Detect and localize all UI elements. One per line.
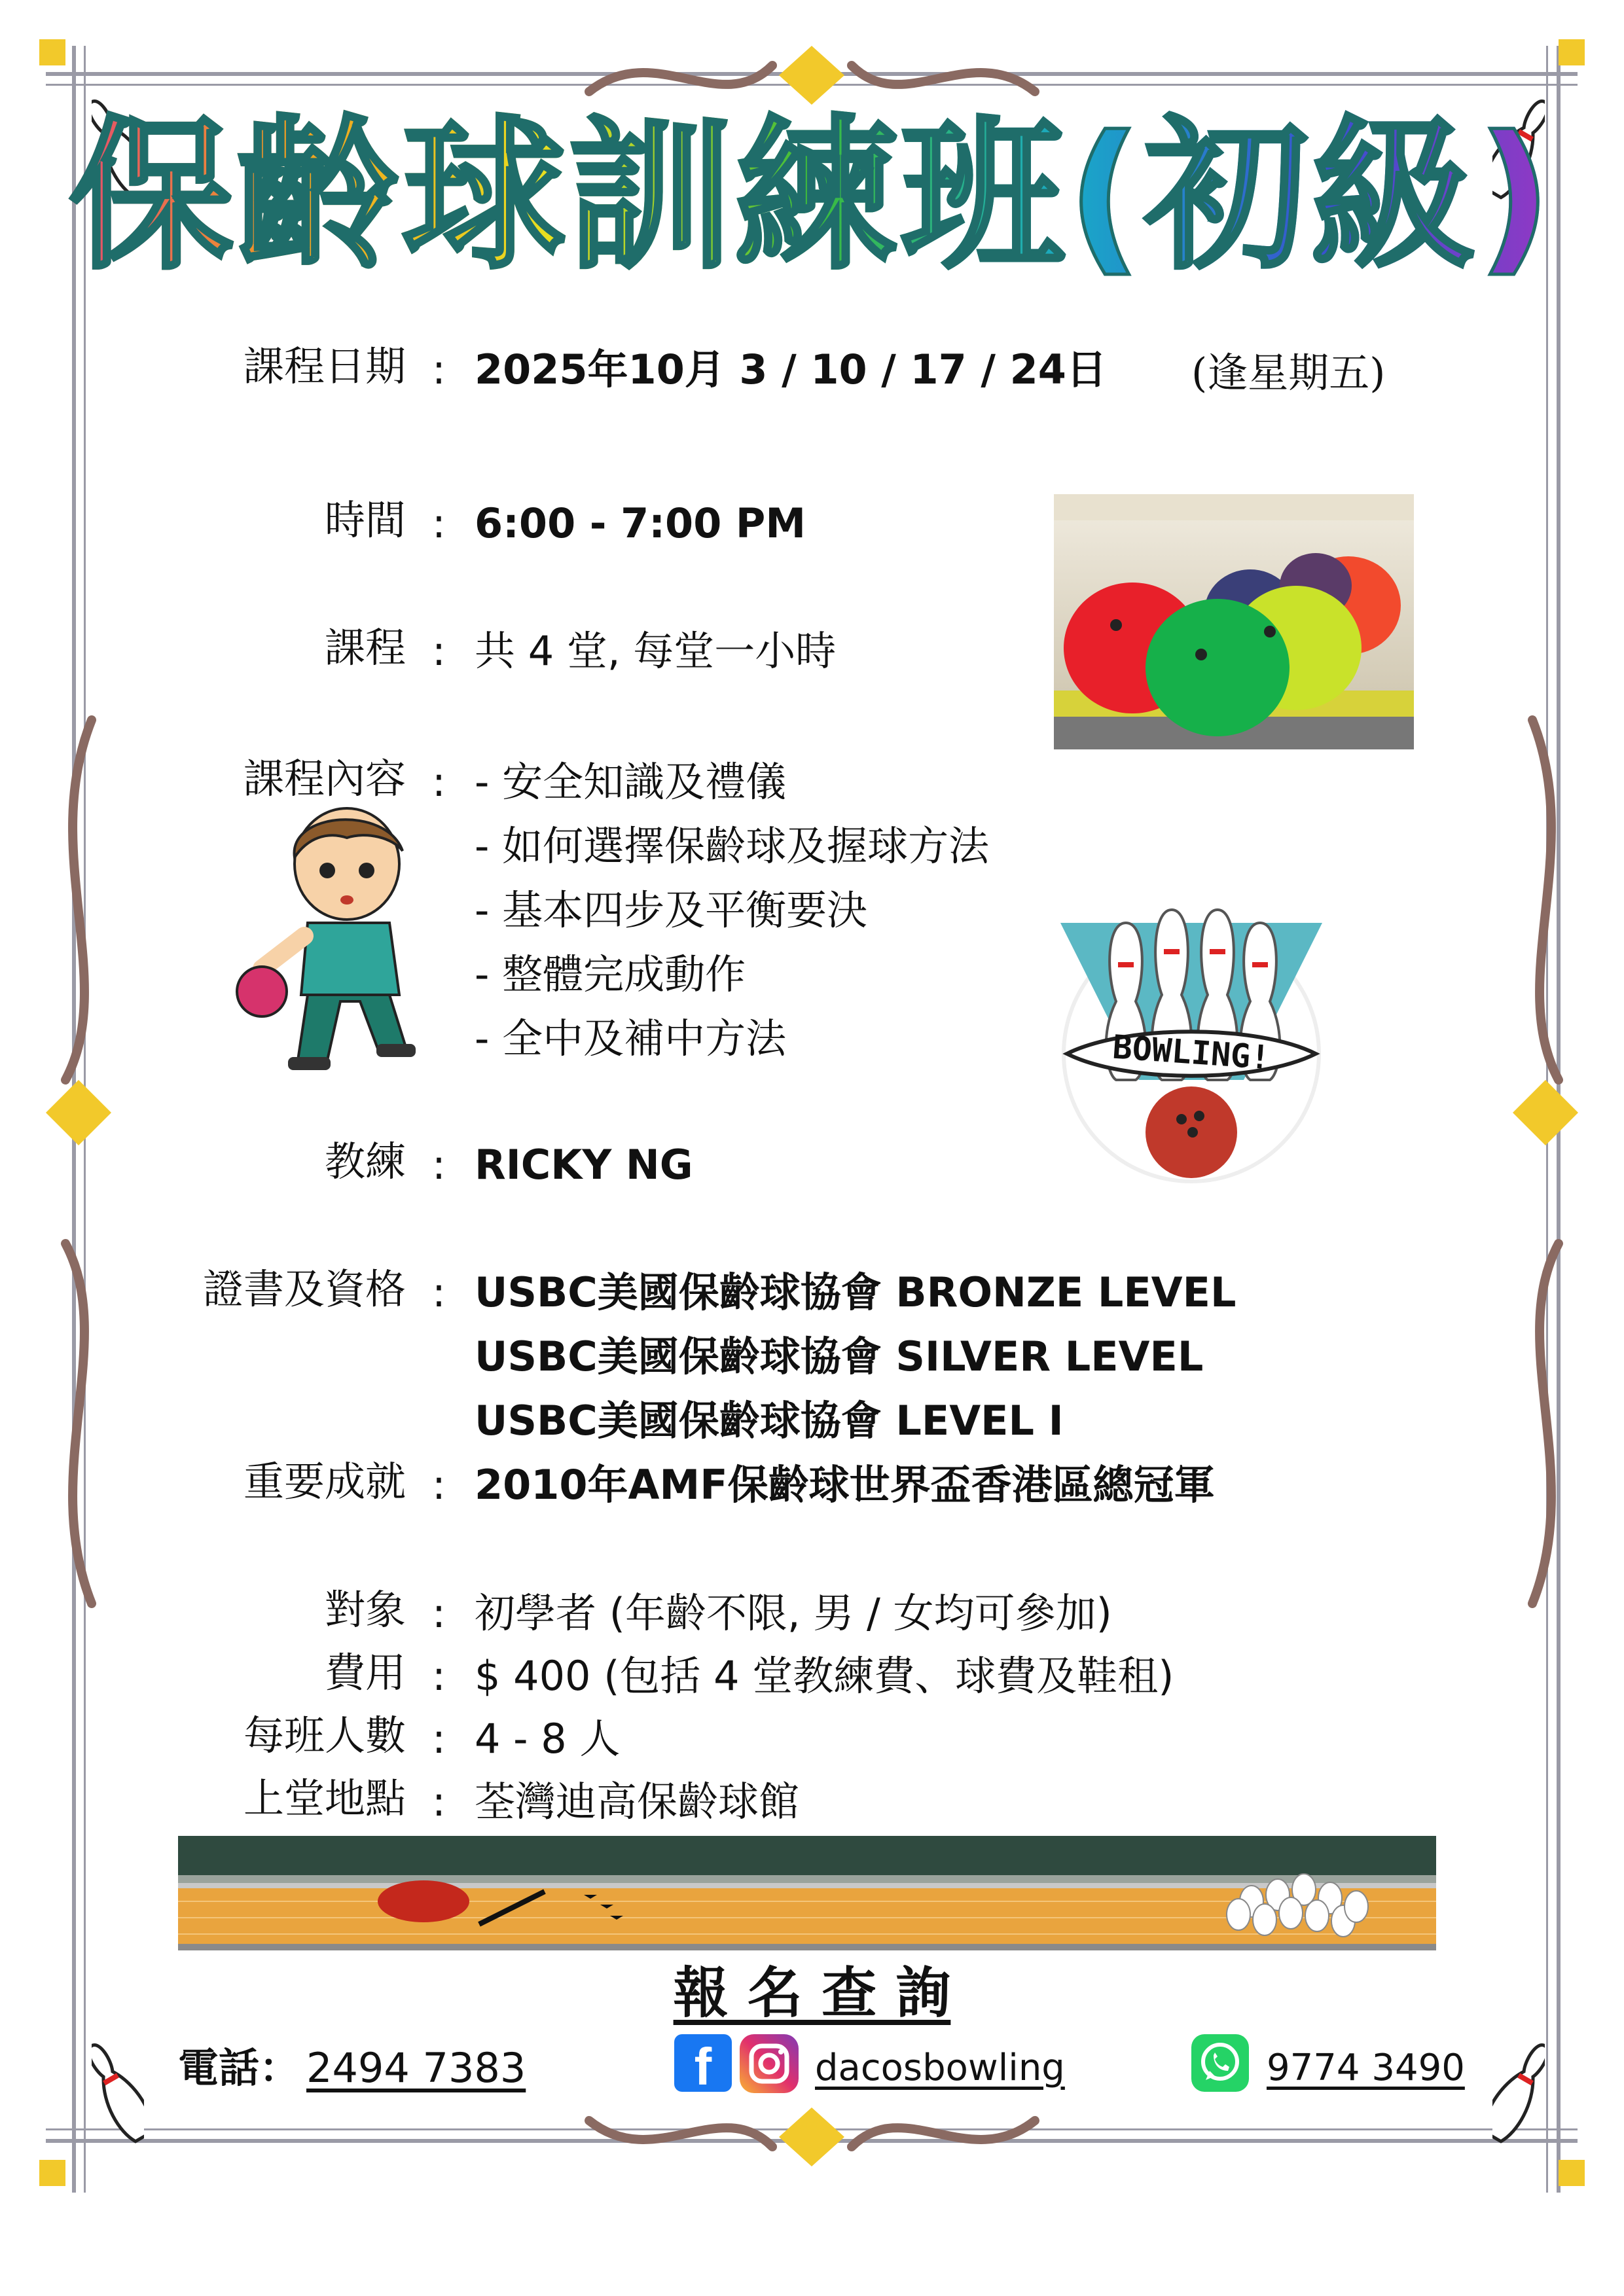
time-value: 6:00 - 7:00 PM [475,499,806,547]
cert-item: USBC美國保齡球協會 SILVER LEVEL [475,1333,1204,1380]
date-label: 課程日期 [243,342,406,390]
bowling-balls-photo [1054,494,1414,749]
cert-item: USBC美國保齡球協會 BRONZE LEVEL [475,1268,1236,1316]
achievement-label: 重要成就 [243,1458,406,1505]
bowling-pin-icon [92,2036,144,2147]
colon: : [432,1778,446,1825]
colon: : [432,1268,446,1316]
course-value: 共 4 堂, 每堂一小時 [475,627,837,675]
date-note: (逢星期五) [1191,349,1386,397]
colon: : [432,758,446,806]
content-item: - 整體完成動作 [475,950,746,998]
content-item: - 安全知識及禮儀 [475,758,787,806]
colon: : [432,1715,446,1763]
achievement-value: 2010年AMF保齡球世界盃香港區總冠軍 [475,1461,1215,1509]
bowling-pins-badge [1047,884,1335,1185]
facebook-icon[interactable]: f [674,2034,732,2092]
date-value: 2025年10月 3 / 10 / 17 / 24日 [475,346,1107,393]
whatsapp-number[interactable]: 9774 3490 [1267,2047,1465,2089]
enquiry-heading: 報 名 查 詢 [673,1961,951,2025]
page-title: 保齡球訓練班(初級) [0,98,1624,295]
bowling-pin-icon [1492,2036,1545,2147]
course-label: 課程 [324,624,406,672]
social-handle[interactable]: dacosbowling [815,2047,1065,2089]
whatsapp-icon[interactable] [1191,2034,1249,2092]
coach-value: RICKY NG [475,1141,693,1189]
colon: : [432,627,446,675]
bowling-lane-banner [178,1836,1436,1950]
phone-number[interactable]: 2494 7383 [306,2044,526,2092]
target-label: 對象 [324,1586,406,1634]
colon: : [432,1652,446,1700]
class-size-label: 每班人數 [243,1712,406,1759]
colon: : [432,1589,446,1637]
target-value: 初學者 (年齡不限, 男 / 女均可參加) [475,1589,1112,1637]
cert-item: USBC美國保齡球協會 LEVEL I [475,1397,1064,1444]
colon: : [432,499,446,547]
badge-text: BOWLING! [1111,1028,1272,1077]
time-label: 時間 [324,496,406,544]
instagram-icon[interactable] [740,2034,799,2093]
fee-value: $ 400 (包括 4 堂教練費、球費及鞋租) [475,1652,1174,1700]
content-item: - 如何選擇保齡球及握球方法 [475,822,990,870]
fee-label: 費用 [324,1649,406,1696]
coach-label: 教練 [324,1138,406,1185]
bowler-cartoon [236,805,432,1073]
content-label: 課程內容 [243,755,406,802]
content-item: - 全中及補中方法 [475,1014,787,1062]
venue-label: 上堂地點 [243,1774,406,1822]
venue-value: 荃灣迪高保齡球館 [475,1778,800,1825]
colon: : [432,1461,446,1509]
certs-label: 證書及資格 [202,1265,406,1313]
class-size-value: 4 - 8 人 [475,1715,621,1763]
content-item: - 基本四步及平衡要決 [475,886,868,934]
colon: : [432,346,446,393]
colon: : [432,1141,446,1189]
phone-label: 電話： [178,2044,300,2092]
